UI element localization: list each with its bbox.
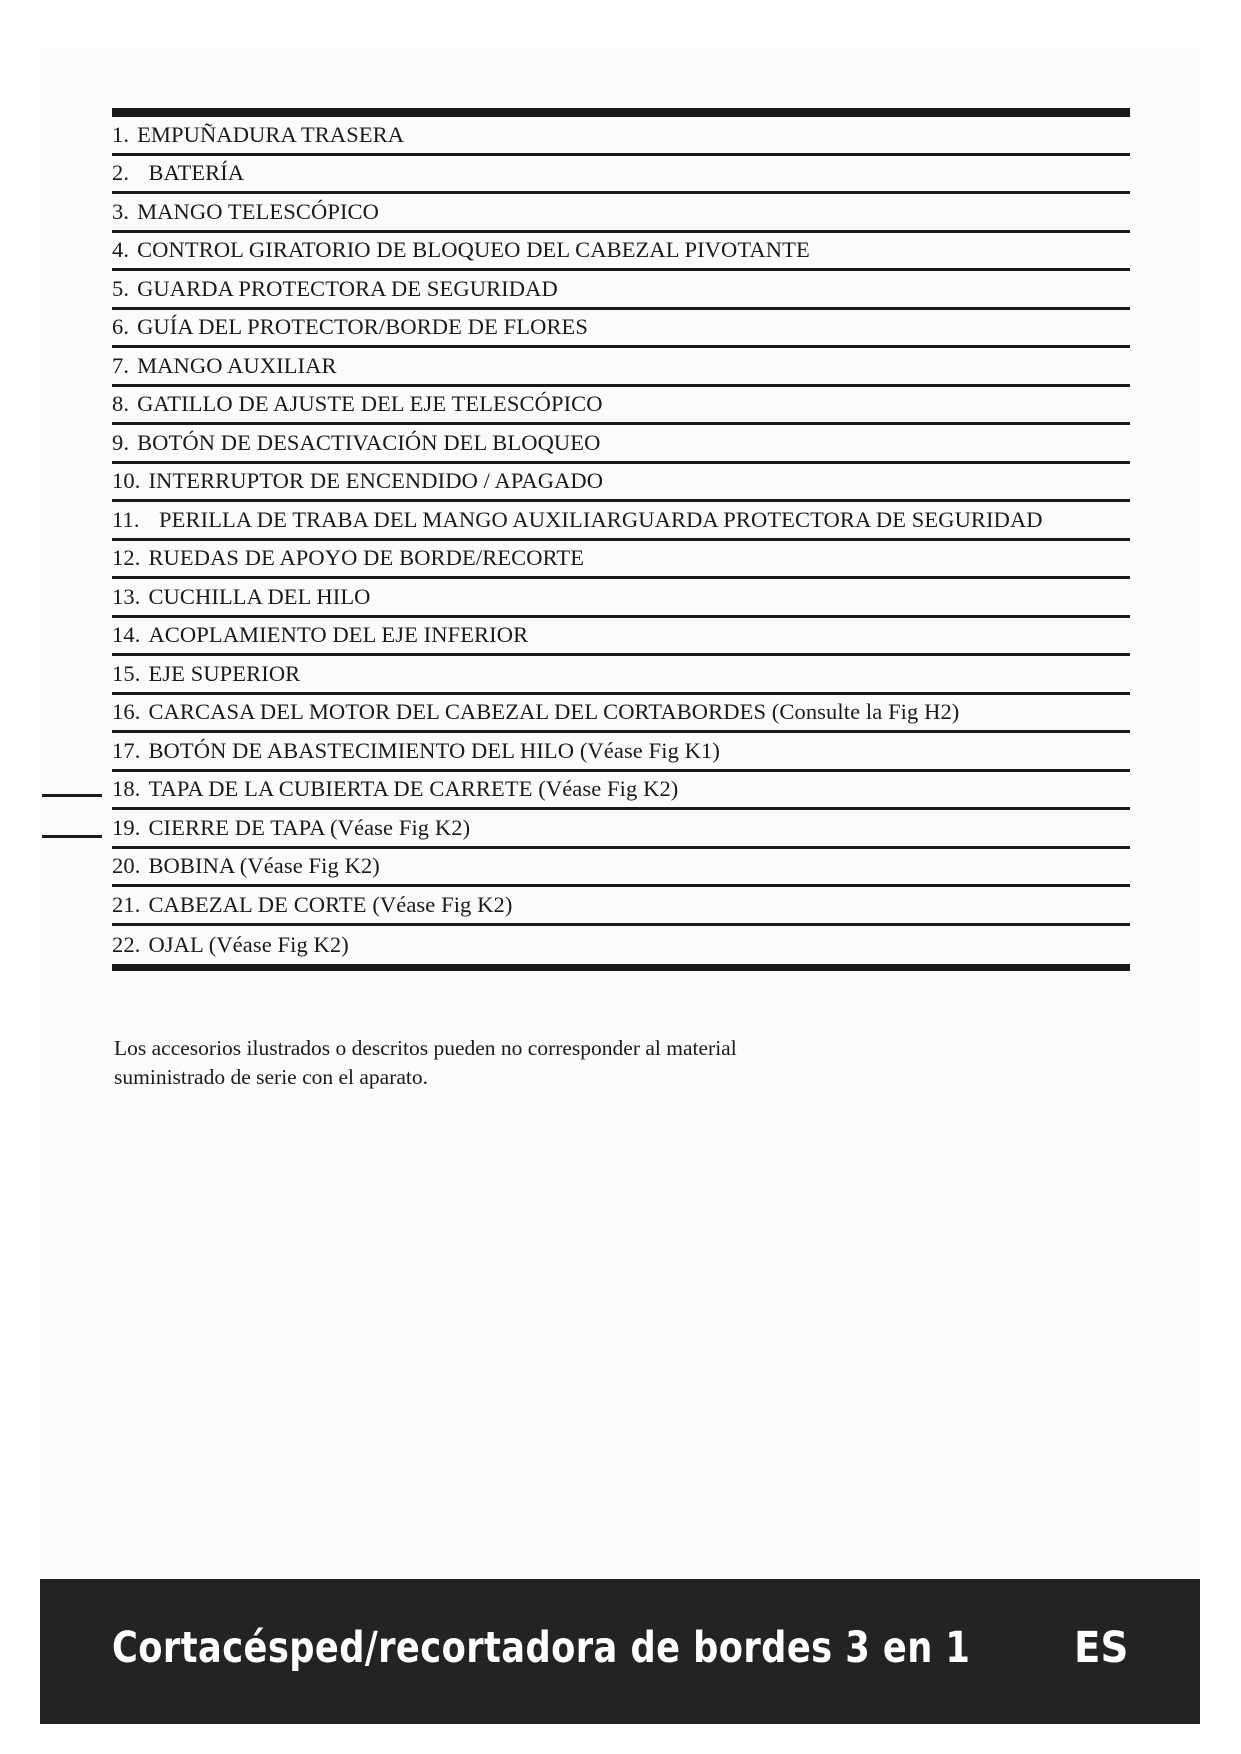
row-label: TAPA DE LA CUBIERTA DE CARRETE (Véase Fig K2) <box>148 776 679 802</box>
parts-list-row <box>112 618 1130 657</box>
parts-list-row <box>112 194 1130 233</box>
row-label: EJE SUPERIOR <box>148 660 301 686</box>
parts-list-row <box>112 695 1130 734</box>
row-label: MANGO AUXILIAR <box>137 352 337 378</box>
row-label: CUCHILLA DEL HILO <box>148 583 371 609</box>
parts-list-table <box>112 108 1130 971</box>
row-label: RUEDAS DE APOYO DE BORDE/RECORTE <box>148 545 585 571</box>
parts-list-row <box>112 348 1130 387</box>
row-label: MANGO TELESCÓPICO <box>137 198 380 224</box>
parts-list-row <box>112 541 1130 580</box>
parts-list-row <box>112 425 1130 464</box>
row-number: 15. <box>112 660 141 686</box>
row-label: CIERRE DE TAPA (Véase Fig K2) <box>148 814 471 840</box>
row-number: 8. <box>112 391 130 417</box>
parts-list-row <box>112 579 1130 618</box>
row-label: GATILLO DE AJUSTE DEL EJE TELESCÓPICO <box>137 391 603 417</box>
row-label: INTERRUPTOR DE ENCENDIDO / APAGADO <box>148 468 604 494</box>
parts-list-row <box>112 926 1130 965</box>
note-line: suministrado de serie con el aparato. <box>114 1065 429 1089</box>
parts-list-row <box>112 656 1130 695</box>
footer-bar <box>40 1579 1200 1724</box>
row-number: 9. <box>112 429 130 455</box>
row-label: CONTROL GIRATORIO DE BLOQUEO DEL CABEZAL PIVOTANTE <box>137 237 810 263</box>
row-number: 19. <box>112 814 141 840</box>
row-label: OJAL (Véase Fig K2) <box>148 931 349 957</box>
parts-list-row <box>112 117 1130 156</box>
row-number: 12. <box>112 545 141 571</box>
row-label: CABEZAL DE CORTE (Véase Fig K2) <box>148 891 513 917</box>
margin-mark <box>42 835 102 838</box>
parts-list-row <box>112 156 1130 195</box>
row-label: GUÍA DEL PROTECTOR/BORDE DE FLORES <box>137 314 589 340</box>
row-number: 4. <box>112 237 130 263</box>
row-number: 7. <box>112 352 130 378</box>
row-number: 2. <box>112 160 130 186</box>
parts-list-row <box>112 810 1130 849</box>
parts-list-row <box>112 464 1130 503</box>
row-label: PERILLA DE TRABA DEL MANGO AUXILIARGUARDA PROTECTORA DE SEGURIDAD <box>147 506 1043 532</box>
parts-list-row <box>112 387 1130 426</box>
parts-list-row <box>112 502 1130 541</box>
parts-list-row <box>112 887 1130 926</box>
row-label: EMPUÑADURA TRASERA <box>137 121 405 147</box>
row-label: CARCASA DEL MOTOR DEL CABEZAL DEL CORTABORDES (Consulte la Fig H2) <box>148 699 960 725</box>
row-label: BOTÓN DE DESACTIVACIÓN DEL BLOQUEO <box>137 429 601 455</box>
row-number: 17. <box>112 737 141 763</box>
product-title: Cortacésped/recortadora de bordes 3 en 1 <box>112 1623 971 1673</box>
row-label: BOBINA (Véase Fig K2) <box>148 853 380 879</box>
row-number: 16. <box>112 699 141 725</box>
row-number: 20. <box>112 853 141 879</box>
row-number: 1. <box>112 121 130 147</box>
row-number: 6. <box>112 314 130 340</box>
language-code: ES <box>1073 1623 1128 1673</box>
parts-list-row <box>112 849 1130 888</box>
note-line: Los accesorios ilustrados o descritos pueden no corresponder al material <box>114 1036 737 1060</box>
row-number: 22. <box>112 931 141 957</box>
row-number: 11. <box>112 506 140 532</box>
parts-list-row <box>112 233 1130 272</box>
row-number: 14. <box>112 622 141 648</box>
parts-list-row <box>112 772 1130 811</box>
row-number: 10. <box>112 468 141 494</box>
row-number: 18. <box>112 776 141 802</box>
row-label: ACOPLAMIENTO DEL EJE INFERIOR <box>148 622 529 648</box>
margin-mark <box>42 794 102 797</box>
parts-list-row <box>112 733 1130 772</box>
row-label: GUARDA PROTECTORA DE SEGURIDAD <box>137 275 558 301</box>
row-number: 3. <box>112 198 130 224</box>
parts-list-row <box>112 310 1130 349</box>
row-label: BOTÓN DE ABASTECIMIENTO DEL HILO (Véase Fig K1) <box>148 737 720 763</box>
row-number: 21. <box>112 891 141 917</box>
accessories-note <box>114 1034 874 1092</box>
row-number: 5. <box>112 275 130 301</box>
row-number: 13. <box>112 583 141 609</box>
parts-list-row <box>112 271 1130 310</box>
row-label: BATERÍA <box>137 160 245 186</box>
